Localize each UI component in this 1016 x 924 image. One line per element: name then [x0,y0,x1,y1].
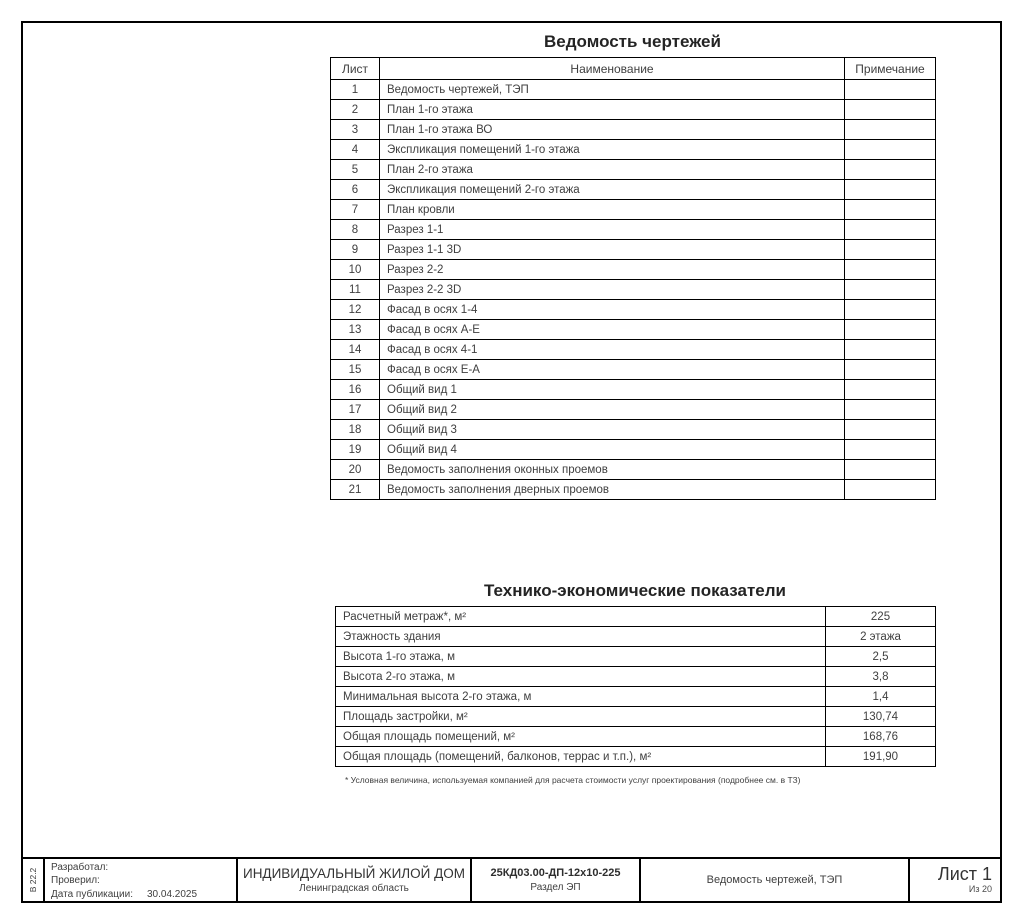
sheet-total: Из 20 [968,884,992,894]
drawing-name-cell: План кровли [380,200,845,220]
column-header-name: Наименование [380,58,845,80]
note-cell [845,280,936,300]
register-row [331,180,936,200]
register-row [331,220,936,240]
document-name: Ведомость чертежей, ТЭП [706,874,843,886]
project-location: Ленинградская область [299,883,409,894]
register-row [331,200,936,220]
tep-body [336,607,936,767]
drawing-name-cell: План 2-го этажа [380,160,845,180]
document-code-cell [470,859,639,901]
drawing-name-cell: Экспликация помещений 2-го этажа [380,180,845,200]
note-cell [845,300,936,320]
tep-footnote: * Условная величина, используемая компанией для расчета стоимости услуг проектирования (подробнее см. в ТЗ) [345,775,801,785]
register-title: Ведомость чертежей [544,32,721,51]
note-cell [845,180,936,200]
sheet-number-cell: 10 [331,260,380,280]
note-cell [845,420,936,440]
drawing-name-cell: План 1-го этажа ВО [380,120,845,140]
sheet-number-cell: 6 [331,180,380,200]
sheet-number-cell: 21 [331,480,380,500]
drawing-name-cell: Общий вид 1 [380,380,845,400]
revision-cell [23,859,43,901]
register-row [331,240,936,260]
revision-label: В 22.2 [28,867,38,893]
tep-value-cell: 2,5 [826,647,936,667]
developed-label: Разработал: [51,862,109,873]
published-date: 30.04.2025 [146,888,198,900]
project-title: ИНДИВИДУАЛЬНЫЙ ЖИЛОЙ ДОМ [242,866,466,881]
project-cell [236,859,470,901]
note-cell [845,380,936,400]
sheet-number-cell: 18 [331,420,380,440]
note-cell [845,400,936,420]
tep-indicator-cell: Высота 1-го этажа, м [336,647,826,667]
register-row [331,140,936,160]
tep-row [336,627,936,647]
register-row [331,440,936,460]
sheet-number-cell: 16 [331,380,380,400]
column-header-sheet: Лист [331,58,380,80]
drawing-name-cell: Фасад в осях А-Е [380,320,845,340]
tep-indicator-cell: Высота 2-го этажа, м [336,667,826,687]
register-row [331,120,936,140]
signatures-cell [43,859,236,901]
register-row [331,400,936,420]
register-row [331,300,936,320]
drawing-name-cell: Фасад в осях 4-1 [380,340,845,360]
note-cell [845,440,936,460]
checked-label: Проверил: [51,875,100,887]
note-cell [845,160,936,180]
tep-indicator-cell: Минимальная высота 2-го этажа, м [336,687,826,707]
drawing-name-cell: Фасад в осях 1-4 [380,300,845,320]
drawing-name-cell: Разрез 2-2 [380,260,845,280]
tep-indicator-cell: Общая площадь помещений, м² [336,727,826,747]
drawing-name-cell: Разрез 1-1 3D [380,240,845,260]
document-name-cell [639,859,908,901]
register-row [331,480,936,500]
sheet-number-cell: 9 [331,240,380,260]
note-cell [845,260,936,280]
note-cell [845,480,936,500]
document-section: Раздел ЭП [530,882,581,893]
note-cell [845,460,936,480]
tep-row [336,727,936,747]
tep-value-cell: 225 [826,607,936,627]
sheet-number-cell: 15 [331,360,380,380]
title-block [23,857,1000,901]
sheet-number-cell: 4 [331,140,380,160]
tep-indicator-cell: Этажность здания [336,627,826,647]
register-row [331,320,936,340]
tep-indicator-cell: Площадь застройки, м² [336,707,826,727]
tep-row [336,607,936,627]
tep-row [336,647,936,667]
tep-row [336,747,936,767]
sheet-number-cell: 17 [331,400,380,420]
register-header-row [331,58,936,80]
sheet-number-cell: 1 [331,80,380,100]
drawing-name-cell: Ведомость чертежей, ТЭП [380,80,845,100]
drawing-name-cell: Разрез 1-1 [380,220,845,240]
tep-row [336,687,936,707]
register-row [331,460,936,480]
drawing-name-cell: Экспликация помещений 1-го этажа [380,140,845,160]
sheet-number-block [908,859,1000,901]
drawing-name-cell: Фасад в осях Е-А [380,360,845,380]
sheet-number: Лист 1 [937,864,992,884]
tep-indicator-cell: Общая площадь (помещений, балконов, террас и т.п.), м² [336,747,826,767]
note-cell [845,200,936,220]
note-cell [845,100,936,120]
column-header-note: Примечание [845,58,936,80]
register-row [331,160,936,180]
register-row [331,100,936,120]
register-row [331,360,936,380]
note-cell [845,120,936,140]
sheet-number-cell: 20 [331,460,380,480]
tep-indicator-cell: Расчетный метраж*, м² [336,607,826,627]
tep-table [335,606,936,767]
register-body [331,80,936,500]
note-cell [845,320,936,340]
register-row [331,260,936,280]
register-row [331,420,936,440]
published-label: Дата публикации: [51,888,133,900]
note-cell [845,80,936,100]
publish-date-row [51,888,236,901]
tep-row [336,707,936,727]
sheet-number-cell: 3 [331,120,380,140]
sheet-number-cell: 13 [331,320,380,340]
document-code: 25КД03.00-ДП-12х10-225 [490,867,621,879]
register-row [331,280,936,300]
sheet-frame [21,21,1002,903]
tep-value-cell: 3,8 [826,667,936,687]
sheet-number-cell: 8 [331,220,380,240]
tep-value-cell: 1,4 [826,687,936,707]
tep-value-cell: 2 этажа [826,627,936,647]
tep-value-cell: 168,76 [826,727,936,747]
register-row [331,80,936,100]
tep-title: Технико-экономические показатели [483,581,786,600]
drawing-name-cell: Разрез 2-2 3D [380,280,845,300]
sheet-number-cell: 11 [331,280,380,300]
sheet-number-cell: 12 [331,300,380,320]
drawing-name-cell: План 1-го этажа [380,100,845,120]
note-cell [845,240,936,260]
note-cell [845,140,936,160]
note-cell [845,220,936,240]
sheet-number-cell: 7 [331,200,380,220]
drawing-name-cell: Ведомость заполнения оконных проемов [380,460,845,480]
drawing-name-cell: Общий вид 2 [380,400,845,420]
register-row [331,380,936,400]
tep-row [336,667,936,687]
note-cell [845,340,936,360]
drawing-name-cell: Ведомость заполнения дверных проемов [380,480,845,500]
note-cell [845,360,936,380]
tep-value-cell: 130,74 [826,707,936,727]
sheet-number-cell: 19 [331,440,380,460]
sheet-number-cell: 5 [331,160,380,180]
drawing-name-cell: Общий вид 4 [380,440,845,460]
drawing-register-table [330,57,936,500]
register-row [331,340,936,360]
sheet-number-cell: 2 [331,100,380,120]
tep-value-cell: 191,90 [826,747,936,767]
drawing-name-cell: Общий вид 3 [380,420,845,440]
sheet-number-cell: 14 [331,340,380,360]
